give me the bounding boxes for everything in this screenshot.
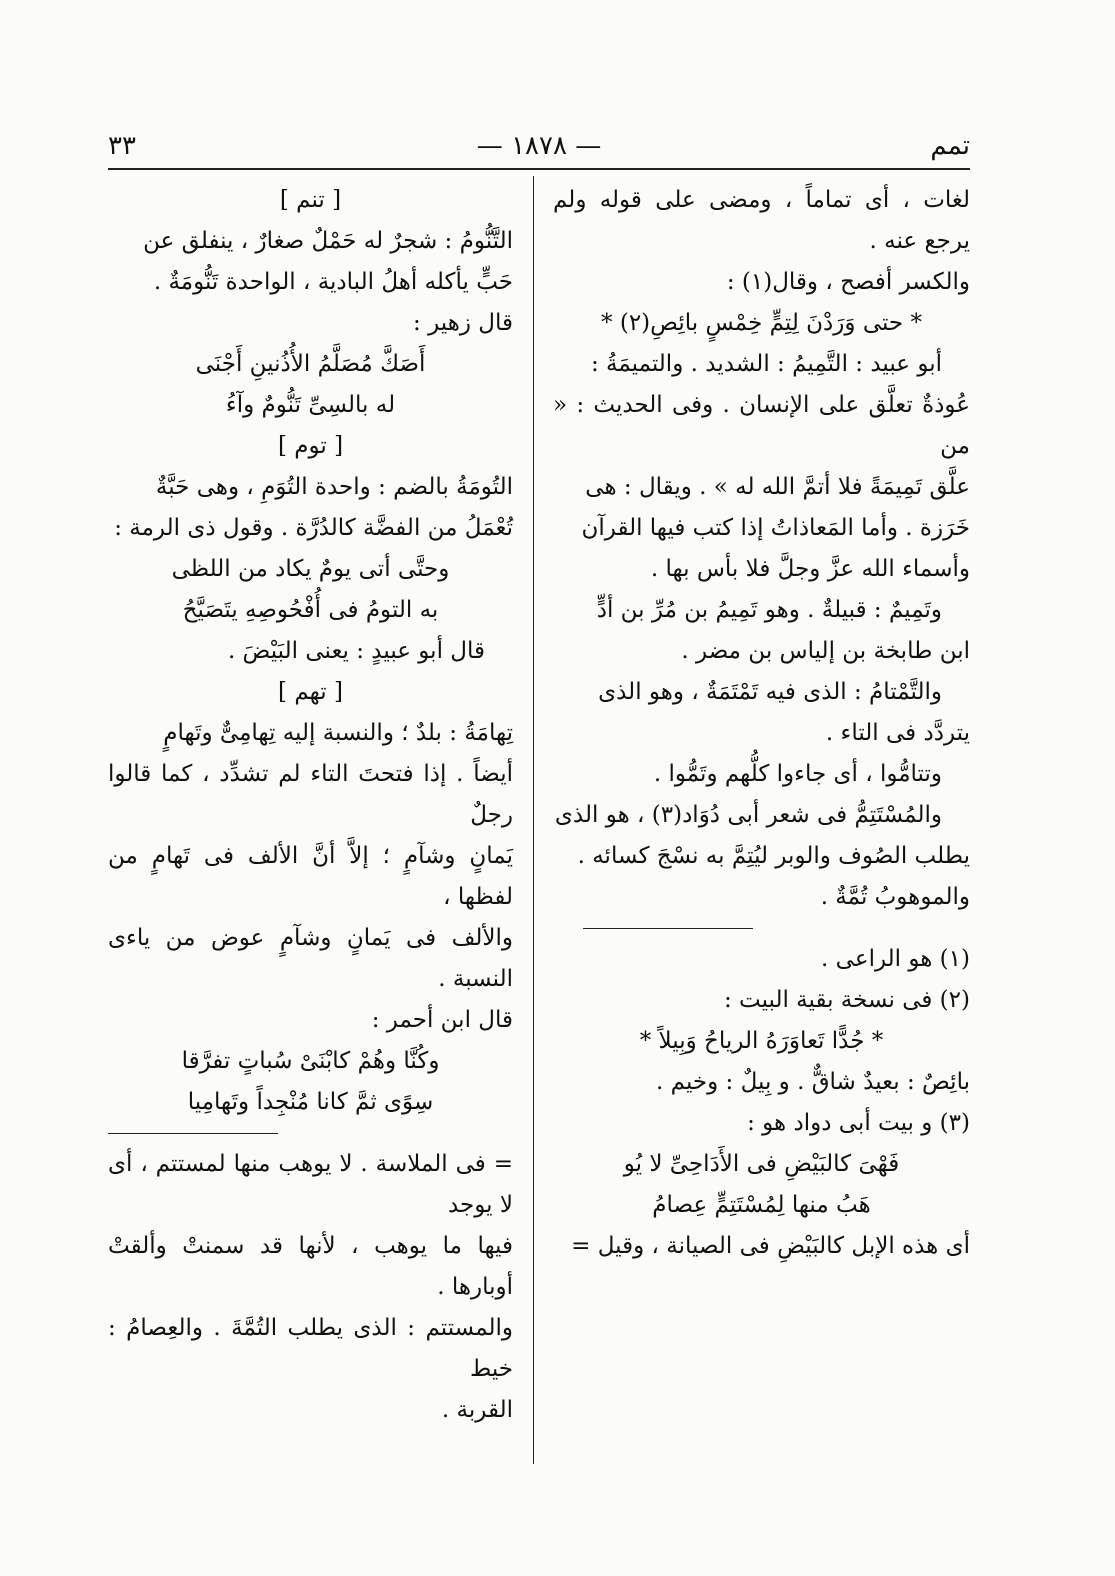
- text-line: والكسر أفصح ، وقال(١) :: [726, 269, 970, 295]
- text-line: ابن طابخة بن إلياس بن مضر .: [681, 638, 970, 664]
- page-header: [108, 128, 970, 164]
- text-line: تُعْمَلُ من الفضَّة كالدُرَّة . وقول ذى الرمة :: [114, 515, 513, 541]
- footnote: والمستتم : الذى يطلب التُمَّةَ . والعِصامُ : خيط: [108, 1315, 513, 1382]
- text-line: والموهوبُ تُمَّةٌ .: [820, 884, 970, 910]
- footnote: = فى الملاسة . لا يوهب منها لمستتم ، أى لا يوجد: [108, 1151, 513, 1218]
- header-catchword: تمم: [930, 131, 970, 161]
- entry-heading: [ توم ]: [277, 433, 344, 459]
- text-line: التَّنُّومُ : شجرٌ له حَمْلٌ صغارٌ ، ينفلق عن: [143, 228, 513, 254]
- verse-line: به التومُ فى أُفْحُوصِهِ يتَصَيَّحُ: [182, 597, 439, 623]
- footnote: القربة .: [441, 1397, 513, 1423]
- text-line: والمُسْتَتِمُّ فى شعر أبى دُوَاد(٣) ، هو الذى: [554, 802, 942, 828]
- header-left-number: ٣٣: [108, 131, 136, 161]
- right-column: [553, 180, 970, 1267]
- text-line: والتَّمْتامُ : الذى فيه تَمْتَمَةٌ ، وهو الذى: [598, 679, 942, 705]
- footnote-rule: [108, 1133, 278, 1134]
- entry-heading: [ تنم ]: [279, 187, 342, 213]
- left-column: [108, 180, 513, 1431]
- text-line: يطلب الصُوف والوبر ليُتِمَّ به نسْجَ كسائه .: [577, 843, 970, 869]
- text-line: أيضاً . إذا فتحتَ التاء لم تشدِّد ، كما قالوا رجلٌ: [108, 761, 513, 828]
- text-line: خَرَزة . وأما المَعاذاتُ إذا كتب فيها القرآن: [581, 515, 970, 541]
- text-line: أبو عبيد : التَّمِيمُ : الشديد . والتميمَةُ :: [590, 351, 942, 377]
- text-line: علَّق تَمِيمَةً فلا أتمَّ الله له » . ويقال : هى: [585, 474, 970, 500]
- footnote: (١) هو الراعى .: [821, 946, 970, 972]
- text-line: قال زهير :: [413, 310, 513, 336]
- verse-line: له بالسِىِّ تَنُّومٌ وآءُ: [225, 392, 396, 418]
- entry-heading: [ تهم ]: [278, 679, 343, 705]
- text-line: وتتامُّوا ، أى جاءوا كلُّهم وتَمُّوا .: [653, 761, 942, 787]
- text-line: التُومَةُ بالضم : واحدة التُوَمِ ، وهى حَبَّةٌ: [155, 474, 513, 500]
- text-line: قال أبو عبيدٍ : يعنى البَيْضَ .: [227, 638, 485, 664]
- text-line: حَبٍّ يأكله أهلُ البادية ، الواحدة تَنُّومَةٌ .: [153, 269, 513, 295]
- verse-line: وحتَّى أتى يومٌ يكاد من اللظى: [171, 556, 450, 582]
- text-line: وتَمِيمٌ : قبيلةٌ . وهو تَمِيمُ بن مُرِّ بن أدٍّ: [596, 597, 942, 623]
- verse-line: أَصَكَّ مُصَلَّمُ الأُذُنينِ أَجْنَى: [195, 351, 426, 377]
- header-rule: [108, 168, 970, 170]
- text-line: لغات ، أى تماماً ، ومضى على قوله ولم يرجع عنه .: [553, 187, 970, 254]
- footnote-verse: فَهْىَ كالبَيْضِ فى الأَدَاحِىِّ لا يُو: [623, 1151, 900, 1177]
- footnote: بائِصٌ : بعيدٌ شاقٌّ . و بِيلٌ : وخيم .: [656, 1069, 970, 1095]
- footnote: (٢) فى نسخة بقية البيت :: [723, 987, 970, 1013]
- footnote-verse: هَبُ منها لِمُسْتَتِمٍّ عِصامُ: [652, 1192, 871, 1218]
- footnote: (٣) و بيت أبى دواد هو :: [747, 1110, 970, 1136]
- verse-line: سِوًى ثمَّ كانا مُنْجِداً وتَهامِيا: [187, 1089, 434, 1115]
- page-number: — ١٨٧٨ —: [476, 131, 602, 161]
- text-line: يتردَّد فى التاء .: [825, 720, 970, 746]
- text-line: يَمانٍ وشآمٍ ؛ إلاَّ أنَّ الألف فى تَهامٍ من لفظها ،: [108, 843, 513, 910]
- text-line: والألف فى يَمانٍ وشآمٍ عوض من ياءى النسبة .: [108, 925, 513, 992]
- text-line: قال ابن أحمر :: [371, 1007, 513, 1033]
- text-line: وأسماء الله عزَّ وجلَّ فلا بأس بها .: [650, 556, 970, 582]
- footnote: أى هذه الإبل كالبَيْضِ فى الصيانة ، وقيل =: [571, 1233, 970, 1259]
- text-line: عُوذةٌ تعلَّق على الإنسان . وفى الحديث : « من: [553, 392, 970, 459]
- verse-line: وكُنَّا وهُمْ كابْنَىْ سُباتٍ تفرَّقا: [181, 1048, 440, 1074]
- verse-line: * حتى وَرَدْنَ لِتِمٍّ خِمْسٍ بائِصِ(٢) *: [601, 310, 922, 336]
- text-line: تِهامَةُ : بلدٌ ؛ والنسبة إليه تِهامِىٌّ وتَهامٍ: [163, 720, 513, 746]
- column-divider: [533, 176, 534, 1464]
- footnote-rule: [583, 928, 753, 929]
- footnote: فيها ما يوهب ، لأنها قد سمنتْ وألقتْ أوبارها .: [108, 1233, 513, 1300]
- footnote-verse: * جُدًّا تَعاوَرَهُ الرياحُ وَبِيلاً *: [639, 1028, 884, 1054]
